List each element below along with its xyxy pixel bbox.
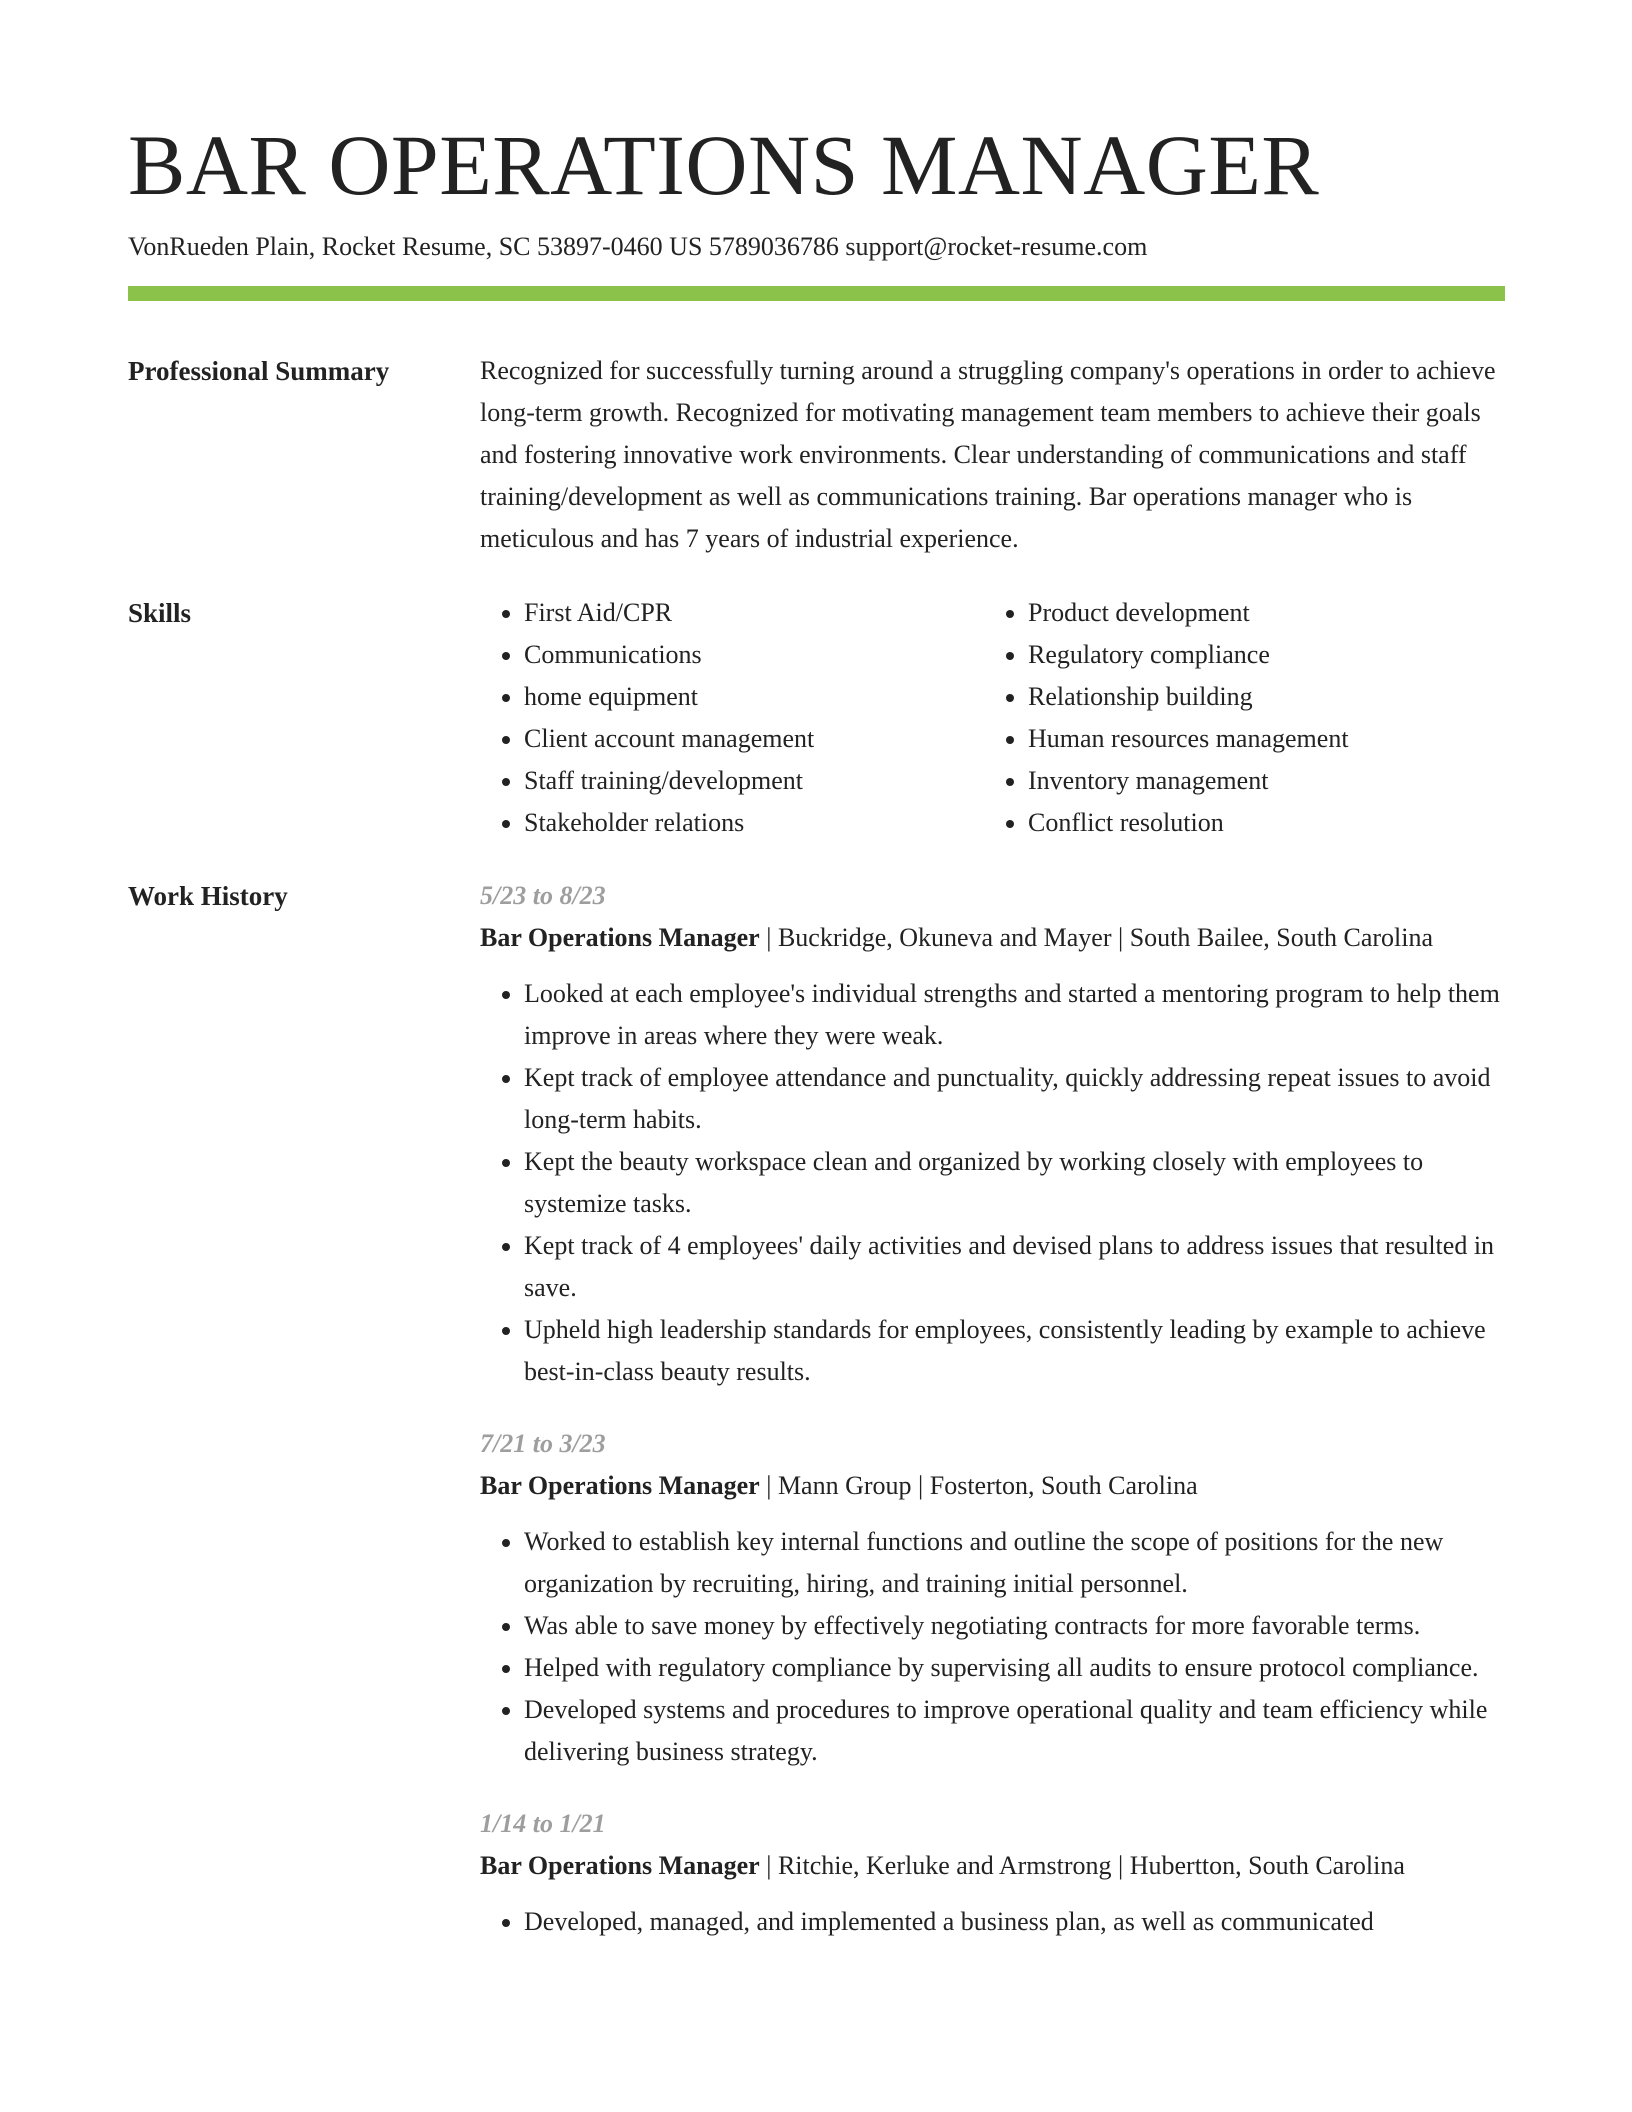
- skill-item: • Inventory management: [1028, 760, 1488, 802]
- skill-item: • Human resources management: [1028, 718, 1488, 760]
- job-bullet: • Upheld high leadership standards for employees, consistently leading by example to achieve best-in-class beauty results.: [524, 1309, 1505, 1393]
- job-separator: |: [759, 1851, 778, 1880]
- contact-line: VonRueden Plain, Rocket Resume, SC 53897-0460 US 5789036786 support@rocket-resume.com: [128, 232, 1148, 261]
- job-bullets: [480, 1521, 1505, 1773]
- job-title: Bar Operations Manager: [480, 1471, 760, 1500]
- job-separator: |: [759, 1471, 778, 1500]
- job-heading: [480, 1845, 1505, 1887]
- skill-item: • home equipment: [524, 676, 984, 718]
- skill-item: • Stakeholder relations: [524, 802, 984, 844]
- job-dates: 1/14 to 1/21: [480, 1809, 606, 1838]
- job-entry: [480, 875, 1505, 1393]
- work-history-heading: Work History: [128, 881, 288, 911]
- job-bullet: • Kept track of employee attendance and punctuality, quickly addressing repeat issues to avoid long-term habits.: [524, 1057, 1505, 1141]
- job-title: Bar Operations Manager: [480, 923, 760, 952]
- job-heading: [480, 1465, 1505, 1507]
- job-bullets: [480, 1901, 1505, 1943]
- skill-item: • Regulatory compliance: [1028, 634, 1488, 676]
- job-details: Mann Group | Fosterton, South Carolina: [777, 1471, 1198, 1500]
- skills-list-left: [480, 592, 984, 844]
- skill-item: • Communications: [524, 634, 984, 676]
- accent-divider: [128, 286, 1505, 301]
- summary-heading: Professional Summary: [128, 356, 390, 386]
- job-heading: [480, 917, 1505, 959]
- skills-heading: Skills: [128, 598, 192, 628]
- job-entry: [480, 1423, 1505, 1773]
- skill-item: • Relationship building: [1028, 676, 1488, 718]
- job-bullet: • Developed systems and procedures to improve operational quality and team efficiency while delivering business strategy.: [524, 1689, 1505, 1773]
- skill-item: • First Aid/CPR: [524, 592, 984, 634]
- job-details: Buckridge, Okuneva and Mayer | South Bailee, South Carolina: [777, 923, 1434, 952]
- skill-item: • Staff training/development: [524, 760, 984, 802]
- job-bullet: • Was able to save money by effectively negotiating contracts for more favorable terms.: [524, 1605, 1505, 1647]
- job-entry: [480, 1803, 1505, 1943]
- skill-item: • Conflict resolution: [1028, 802, 1488, 844]
- job-bullet: • Worked to establish key internal functions and outline the scope of positions for the new organization by recruiting, hiring, and training initial personnel.: [524, 1521, 1505, 1605]
- job-separator: |: [759, 923, 778, 952]
- job-dates: 7/21 to 3/23: [480, 1429, 606, 1458]
- resume-title: BAR OPERATIONS MANAGER: [128, 117, 1320, 213]
- skills-list-right: [984, 592, 1488, 844]
- job-bullet: • Looked at each employee's individual strengths and started a mentoring program to help them improve in areas where they were weak.: [524, 973, 1505, 1057]
- job-bullets: [480, 973, 1505, 1393]
- job-bullet: • Kept track of 4 employees' daily activities and devised plans to address issues that resulted in save.: [524, 1225, 1505, 1309]
- job-details: Ritchie, Kerluke and Armstrong | Hubertton, South Carolina: [777, 1851, 1405, 1880]
- job-bullet: • Helped with regulatory compliance by supervising all audits to ensure protocol compliance.: [524, 1647, 1505, 1689]
- job-bullet: • Developed, managed, and implemented a business plan, as well as communicated: [524, 1901, 1505, 1943]
- job-dates: 5/23 to 8/23: [480, 881, 606, 910]
- job-title: Bar Operations Manager: [480, 1851, 760, 1880]
- skill-item: • Client account management: [524, 718, 984, 760]
- job-bullet: • Kept the beauty workspace clean and organized by working closely with employees to systemize tasks.: [524, 1141, 1505, 1225]
- skill-item: • Product development: [1028, 592, 1488, 634]
- summary-text: Recognized for successfully turning around a struggling company's operations in order to achieve long-term growth. Recognized for motivating management team members to achieve their goals and fostering innovative work environments. Clear understanding of communications and staff training/development as well as communications training. Bar operations manager who is meticulous and has 7 years of industrial experience.: [480, 356, 1496, 553]
